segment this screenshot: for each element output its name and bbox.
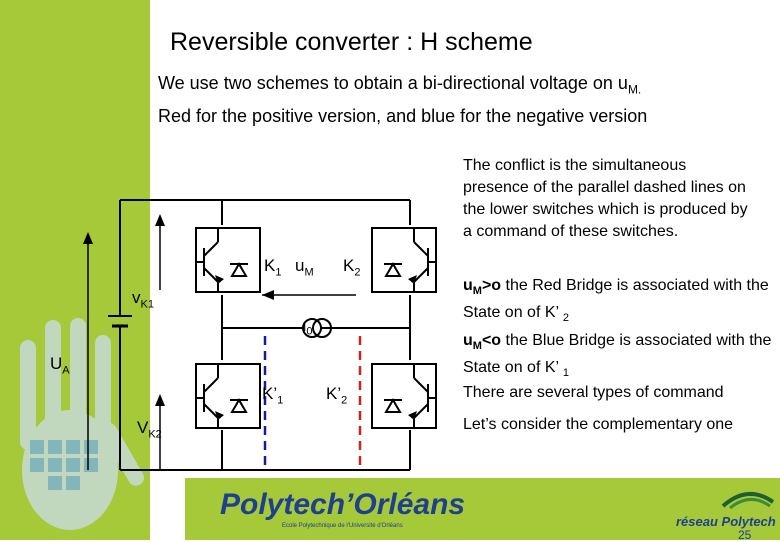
- switch-kp2: [372, 364, 436, 428]
- polytech-logo: Polytech’Orléans: [220, 488, 466, 521]
- supply-source: [108, 200, 132, 470]
- conflict-text: The conflict is the simultaneous presence of the parallel dashed lines on the lower switches which is produced by a command of these switches.: [463, 157, 748, 240]
- page-number: 25: [738, 528, 752, 542]
- reseau-emblem-icon: [718, 484, 778, 512]
- intro-line-1-sub: M.: [627, 82, 642, 97]
- label-kp1: $K’_1$: [262, 384, 284, 407]
- switch-k1: [196, 228, 260, 292]
- polytech-logo-subtitle: Ecole Polytechnique de l'Université d'Orléans: [282, 523, 403, 529]
- ua-arrow: [83, 232, 93, 470]
- intro-line-2: Red for the positive version, and blue for the negative version: [158, 105, 648, 126]
- label-vk2: $V_{K2}$: [137, 418, 162, 441]
- negative-bridge-text: $u_M<o$ the Blue Bridge is associated with the State on of K’ $_1$: [463, 332, 772, 380]
- label-vk1: $v_{K1}$: [132, 288, 154, 311]
- command-types-text: There are several types of command: [463, 384, 724, 401]
- switch-kp1: [196, 364, 260, 428]
- label-io: $I_0$: [303, 320, 313, 338]
- complementary-text: Let’s consider the complementary one: [463, 416, 734, 433]
- label-kp2: $K’_2$: [326, 384, 348, 407]
- label-ua: $U_A$: [50, 354, 70, 377]
- switch-k2: [372, 228, 436, 292]
- vk1-arrow: [155, 214, 165, 290]
- slide-title: Reversible converter : H scheme: [170, 28, 533, 56]
- label-k2: $K_2$: [343, 256, 361, 279]
- label-um: $u_M$: [295, 256, 314, 279]
- um-arrow: [262, 290, 356, 300]
- label-k1: $K_1$: [264, 256, 282, 279]
- intro-line-1: We use two schemes to obtain a bi-directional voltage on u: [158, 73, 628, 93]
- reseau-polytech-logo: réseau Polytech: [676, 514, 776, 529]
- positive-bridge-text: $u_M>o$ the Red Bridge is associated with the State on of K’ $_2$: [463, 277, 769, 325]
